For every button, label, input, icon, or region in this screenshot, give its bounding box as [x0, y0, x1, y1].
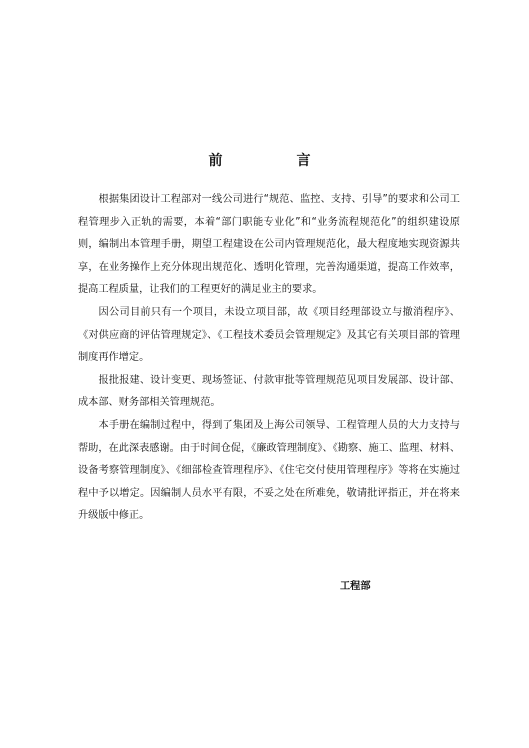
paragraph-3: 报批报建、设计变更、现场签证、付款审批等管理规范见项目发展部、设计部、成本部、财务部相关管理规范。	[78, 374, 460, 409]
preface-body	[78, 189, 460, 528]
paragraph-2: 因公司目前只有一个项目，未设立项目部，故《项目经理部设立与撤消程序》、《对供应商的评估管理规定》、《工程技术委员会管理规定》及其它有关项目部的管理制度再作增定。	[78, 306, 460, 364]
paragraph-4: 本手册在编制过程中，得到了集团及上海公司领导、工程管理人员的大力支持与帮助，在此深表感谢。由于时间仓促，《廉政管理制度》、《勘察、施工、监理、材料、设备考察管理制度》、《细部检查管理程序》、《住宅交付使用管理程序》等将在实施过程中予以增定。因编制人员水平有限，不妥之处在所难免，敬请批评指正，并在将来升级版中修正。	[78, 419, 461, 522]
signature: 工程部	[340, 581, 371, 592]
paragraph-1: 根据集团设计工程部对一线公司进行“规范、监控、支持、引导”的要求和公司工程管理步入正轨的需要，本着“部门职能专业化”和“业务流程规范化”的组织建设原则，编制出本管理手册，期望工程建设在公司内管理规范化，最大程度地实现资源共享，在业务操作上充分体现出规范化、透明化管理，完善沟通渠道，提高工作效率，提高工程质量，让我们的工程更好的满足业主的要求。	[78, 194, 460, 296]
page-title: 前 言	[208, 153, 341, 169]
